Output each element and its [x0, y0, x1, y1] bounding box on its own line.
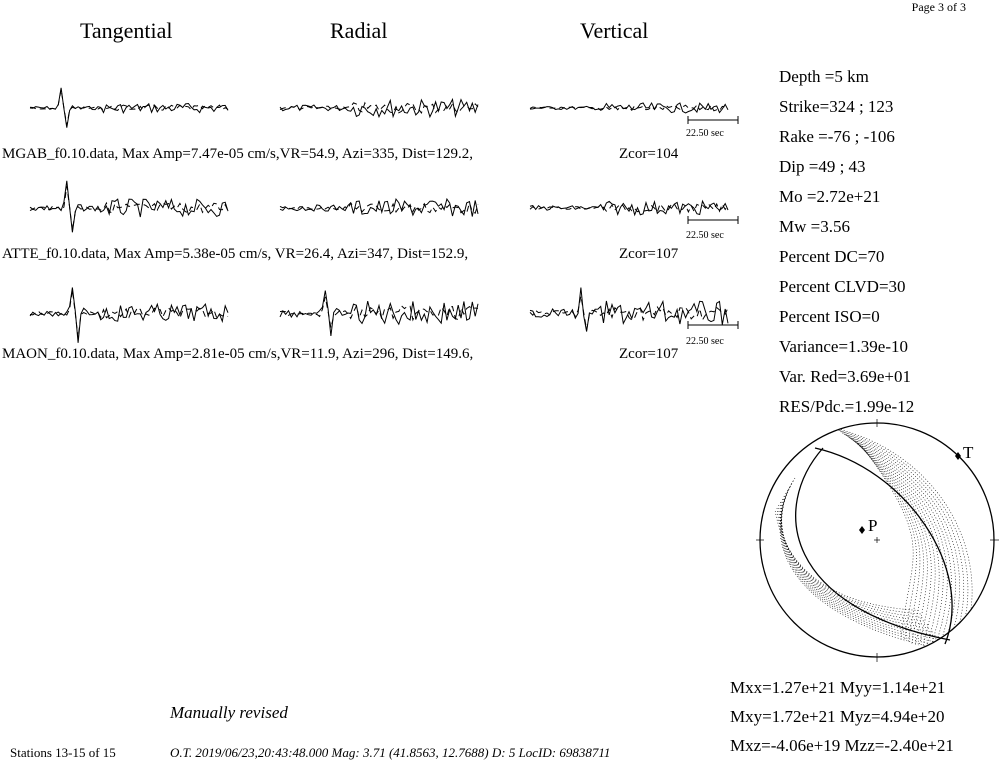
zcor: Zcor=107	[619, 346, 679, 362]
res-pdc: RES/Pdc.=1.99e-12	[779, 397, 915, 416]
variance-reduction: VR=11.9,	[280, 346, 340, 362]
zcor: Zcor=104	[619, 146, 679, 162]
azimuth: Azi=296,	[342, 346, 399, 362]
station-info-line	[2, 346, 679, 363]
observed-waveform-tangential	[30, 88, 228, 128]
p-axis-marker	[859, 526, 865, 534]
synthetic-waveform-radial	[280, 297, 478, 328]
moment-row-3: Mxz=-4.06e+19 Mzz=-2.40e+21	[730, 736, 954, 755]
station-file: MGAB_f0.10.data,	[2, 146, 119, 162]
hatch-line	[782, 490, 936, 636]
distance: Dist=129.2,	[401, 146, 473, 162]
revision-note: Manually revised	[170, 703, 288, 722]
depth: Depth =5 km	[779, 67, 869, 86]
page-label: Page 3 of 3	[911, 0, 966, 14]
nodal-plane-2	[815, 448, 952, 644]
hatch-line	[780, 502, 926, 621]
observed-waveform-radial	[280, 199, 478, 216]
synthetic-waveform-radial	[280, 203, 478, 213]
focal-mechanism-beachball	[755, 418, 1000, 663]
hatch-line	[782, 496, 931, 628]
percent-dc: Percent DC=70	[779, 247, 885, 266]
station-info-line	[2, 246, 679, 263]
hatch-line	[842, 433, 955, 653]
hatch-line	[862, 446, 913, 640]
column-title-tangential: Tangential	[80, 18, 173, 43]
column-title-vertical: Vertical	[580, 18, 649, 43]
distance: Dist=152.9,	[397, 246, 469, 262]
variance-reduction: VR=26.4,	[274, 246, 335, 262]
waveform-panel	[0, 0, 760, 380]
station-file: MAON_f0.10.data,	[2, 346, 120, 362]
moment-row-2: Mxy=1.72e+21 Myz=4.94e+20	[730, 707, 945, 726]
observed-waveform-radial	[280, 99, 478, 116]
station-file: ATTE_f0.10.data,	[2, 246, 110, 262]
max-amplitude: Max Amp=7.47e-05 cm/s,	[122, 146, 280, 162]
time-scale-bar	[688, 116, 738, 124]
footer-event-info: O.T. 2019/06/23,20:43:48.000 Mag: 3.71 (41.8563, 12.7688) D: 5 LocID: 69838711	[170, 745, 611, 760]
p-axis-label: P	[868, 516, 878, 535]
variance-reduction-total: Var. Red=3.69e+01	[779, 367, 912, 386]
hatch-line	[777, 508, 921, 614]
t-axis-label: T	[963, 443, 974, 462]
column-title-radial: Radial	[330, 18, 388, 43]
max-amplitude: Max Amp=2.81e-05 cm/s,	[122, 346, 281, 362]
source-parameters	[779, 62, 914, 422]
synthetic-waveform-radial	[280, 103, 478, 113]
percent-iso: Percent ISO=0	[779, 307, 880, 326]
variance-reduction: VR=54.9,	[279, 146, 339, 162]
distance: Dist=149.6,	[402, 346, 474, 362]
percent-clvd: Percent CLVD=30	[779, 277, 906, 296]
hatch-line	[779, 505, 924, 618]
time-scale-label: 22.50 sec	[686, 128, 724, 139]
observed-waveform-tangential	[30, 288, 228, 343]
time-scale-label: 22.50 sec	[686, 230, 724, 241]
zcor: Zcor=107	[619, 246, 679, 262]
station-info-line	[2, 146, 679, 163]
hatch-line	[780, 478, 945, 650]
synthetic-waveform-tangential	[30, 90, 228, 126]
time-scale-bar	[688, 321, 738, 329]
max-amplitude: Max Amp=5.38e-05 cm/s,	[113, 246, 272, 262]
variance: Variance=1.39e-10	[779, 337, 909, 356]
azimuth: Azi=347,	[336, 246, 394, 262]
hatch-line	[848, 436, 944, 649]
hatch-line	[781, 481, 943, 646]
strike: Strike=324 ; 123	[779, 97, 894, 116]
time-scale-label: 22.50 sec	[686, 336, 724, 347]
hatch-line	[782, 493, 933, 632]
seismic-moment: Mo =2.72e+21	[779, 187, 881, 206]
hatch-line	[846, 435, 947, 651]
footer-stations: Stations 13-15 of 15	[10, 745, 116, 760]
moment-row-1: Mxx=1.27e+21 Myy=1.14e+21	[730, 678, 946, 697]
moment-tensor	[730, 673, 954, 760]
dip: Dip =49 ; 43	[779, 157, 866, 176]
hatch-line	[855, 441, 928, 645]
moment-magnitude: Mw =3.56	[779, 217, 850, 236]
compressional-quadrant	[775, 428, 972, 658]
rake: Rake =-76 ; -106	[779, 127, 895, 146]
synthetic-waveform-tangential	[30, 290, 228, 338]
azimuth: Azi=335,	[341, 146, 399, 162]
time-scale-bar	[688, 216, 738, 224]
